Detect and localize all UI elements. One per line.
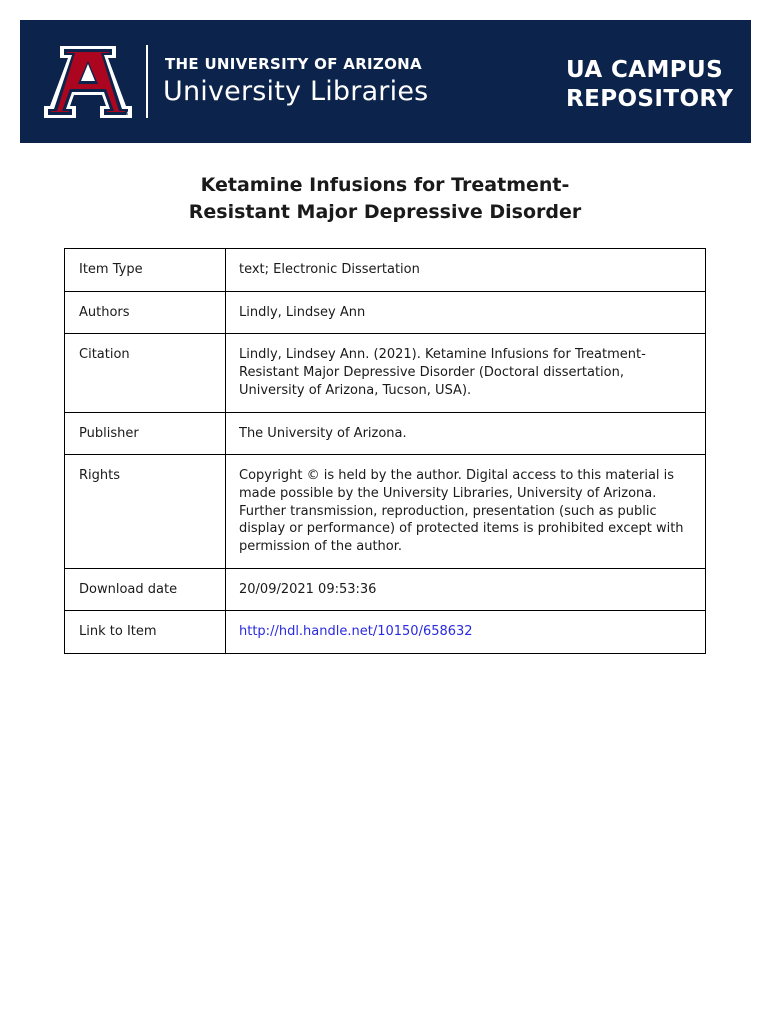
- table-row: [65, 611, 706, 654]
- row-label: Download date: [65, 568, 226, 611]
- row-label: Rights: [65, 455, 226, 569]
- row-label: Authors: [65, 291, 226, 334]
- item-link[interactable]: http://hdl.handle.net/10150/658632: [239, 624, 473, 640]
- university-name: THE UNIVERSITY OF ARIZONA: [165, 55, 422, 73]
- table-row: [65, 455, 706, 569]
- libraries-name: University Libraries: [163, 76, 429, 107]
- title-line-2: Resistant Major Depressive Disorder: [188, 201, 582, 223]
- row-label: Publisher: [65, 412, 226, 455]
- table-row: [65, 291, 706, 334]
- citation-value: Lindly, Lindsey Ann. (2021). Ketamine Infusions for Treatment-Resistant Major Depressive Disorder (Doctoral dissertation, University of Arizona, Tucson, USA).: [226, 334, 706, 412]
- download-date-value: 20/09/2021 09:53:36: [226, 568, 706, 611]
- authors-value: Lindly, Lindsey Ann: [226, 291, 706, 334]
- repository-line-2: REPOSITORY: [566, 86, 734, 112]
- metadata-table: [64, 248, 706, 654]
- table-row: [65, 568, 706, 611]
- repository-name: [566, 56, 733, 114]
- row-label: Item Type: [65, 249, 226, 292]
- rights-value: Copyright © is held by the author. Digital access to this material is made possible by the University Libraries, University of Arizona. Further transmission, reproduction, presentation (such as public display or performance) of protected items is prohibited except with permission of the author.: [226, 455, 706, 569]
- link-cell: [226, 611, 706, 654]
- row-label: Link to Item: [65, 611, 226, 654]
- title-line-1: Ketamine Infusions for Treatment-: [200, 174, 570, 196]
- document-title: [0, 172, 770, 226]
- repository-line-1: UA CAMPUS: [566, 57, 724, 83]
- item-type-value: text; Electronic Dissertation: [226, 249, 706, 292]
- row-label: Citation: [65, 334, 226, 412]
- table-row: [65, 412, 706, 455]
- publisher-value: The University of Arizona.: [226, 412, 706, 455]
- table-row: [65, 334, 706, 412]
- table-row: [65, 249, 706, 292]
- logo-divider: [146, 45, 148, 118]
- university-of-arizona-logo: [44, 44, 132, 118]
